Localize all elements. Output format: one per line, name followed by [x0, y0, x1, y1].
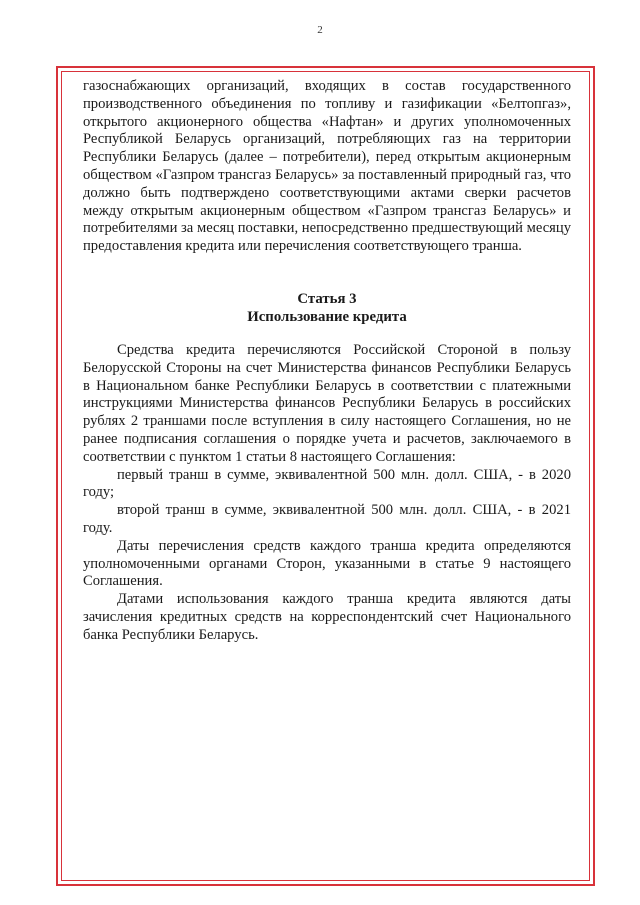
- article-paragraph: второй транш в сумме, эквивалентной 500 млн. долл. США, - в 2021 году.: [83, 502, 571, 536]
- continued-paragraph: газоснабжающих организаций, входящих в состав государственного производственного объединения по топливу и газификации «Белтопгаз», открытого акционерного общества «Нафтан» и других уполномоченных Республикой Беларусь организаций, потребляющих газ на территории Республики Беларусь (далее – потребители), перед открытым акционерным обществом «Газпром трансгаз Беларусь» за поставленный природный газ, что должно быть подтверждено соответствующими актами сверки расчетов между открытым акционерным обществом «Газпром трансгаз Беларусь» и потребителями за месяц поставки, непосредственно предшествующий месяцу предоставления кредита или перечисления соответствующего транша.: [83, 78, 571, 255]
- article-heading: [83, 290, 571, 326]
- article-paragraph: первый транш в сумме, эквивалентной 500 млн. долл. США, - в 2020 году;: [83, 466, 571, 501]
- article-title: Использование кредита: [247, 308, 407, 325]
- page-number: 2: [317, 24, 323, 36]
- document-body: [83, 78, 571, 645]
- article-paragraph: Датами использования каждого транша кредита являются даты зачисления кредитных средств на корреспондентский счет Национального банка Республики Беларусь.: [83, 591, 571, 643]
- article-paragraph: Средства кредита перечисляются Российской Стороной в пользу Белорусской Стороны на счет Министерства финансов Республики Беларусь в Национальном банке Республики Беларусь в соответствии с платежными инструкциями Министерства финансов Республики Беларусь в российских рублях 2 траншами после вступления в силу настоящего Соглашения, но не ранее подписания соглашения о порядке учета и расчетов, заключаемого в соответствии с пунктом 1 статьи 8 настоящего Соглашения:: [83, 341, 571, 465]
- article-paragraph: Даты перечисления средств каждого транша кредита определяются уполномоченными органами Сторон, указанными в статье 9 настоящего Соглашения.: [83, 537, 571, 590]
- article-number: Статья 3: [297, 290, 357, 307]
